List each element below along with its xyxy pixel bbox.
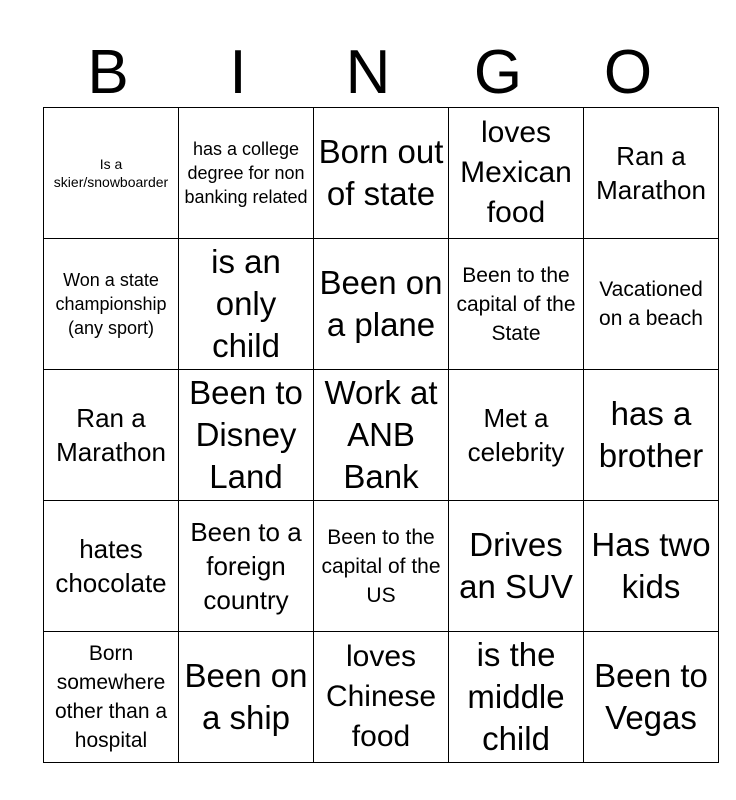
cell-text: Vacationed on a beach — [599, 278, 703, 330]
bingo-cell[interactable] — [314, 239, 449, 370]
bingo-cell[interactable] — [449, 501, 584, 632]
cell-text: Born out of state — [318, 133, 444, 212]
bingo-cell[interactable] — [179, 501, 314, 632]
bingo-cell[interactable] — [314, 501, 449, 632]
bingo-row — [44, 370, 719, 501]
cell-text: Ran a Marathon — [56, 403, 166, 467]
cell-text: has a brother — [598, 395, 704, 474]
bingo-header — [43, 40, 693, 106]
cell-text: Work at ANB Bank — [324, 374, 438, 495]
cell-text: Been to Vegas — [594, 657, 708, 736]
header-letter-n: N — [345, 38, 391, 107]
cell-text: loves Chinese food — [325, 640, 437, 753]
bingo-row — [44, 239, 719, 370]
header-letter-g: G — [473, 38, 523, 107]
bingo-cell[interactable] — [179, 239, 314, 370]
bingo-cell[interactable] — [179, 108, 314, 239]
cell-text: Won a state championship (any sport) — [55, 270, 167, 338]
bingo-cell[interactable] — [584, 239, 719, 370]
cell-text: Been on a plane — [319, 264, 443, 343]
cell-text: Ran a Marathon — [596, 141, 706, 205]
bingo-cell[interactable] — [44, 108, 179, 239]
cell-text: is an only child — [211, 243, 281, 364]
bingo-cell[interactable] — [179, 632, 314, 763]
cell-text: Been to Disney Land — [189, 374, 303, 495]
bingo-row — [44, 501, 719, 632]
cell-text: Has two kids — [591, 526, 711, 605]
cell-text: Been on a ship — [184, 657, 308, 736]
cell-text: Is a skier/snowboarder — [53, 156, 169, 190]
bingo-cell[interactable] — [584, 108, 719, 239]
cell-text: has a college degree for non banking related — [184, 139, 308, 207]
header-letter-i: I — [229, 38, 247, 107]
cell-text: loves Mexican food — [460, 116, 572, 229]
cell-text: is the middle child — [467, 636, 565, 757]
bingo-cell[interactable] — [44, 501, 179, 632]
bingo-cell[interactable] — [584, 501, 719, 632]
bingo-cell[interactable] — [314, 108, 449, 239]
bingo-cell[interactable] — [314, 632, 449, 763]
bingo-cell[interactable] — [314, 370, 449, 501]
bingo-cell[interactable] — [449, 370, 584, 501]
bingo-cell[interactable] — [584, 632, 719, 763]
cell-text: Been to the capital of the US — [321, 525, 441, 607]
bingo-cell[interactable] — [449, 108, 584, 239]
header-letter-b: B — [87, 38, 129, 107]
bingo-cell[interactable] — [44, 239, 179, 370]
bingo-row — [44, 632, 719, 763]
bingo-cell[interactable] — [584, 370, 719, 501]
bingo-cell[interactable] — [449, 239, 584, 370]
bingo-cell[interactable] — [44, 632, 179, 763]
cell-text: Drives an SUV — [459, 526, 573, 605]
bingo-cell[interactable] — [449, 632, 584, 763]
cell-text: Been to a foreign country — [190, 517, 302, 615]
header-letter-o: O — [603, 38, 653, 107]
cell-text: hates chocolate — [55, 534, 167, 598]
bingo-grid — [43, 107, 719, 763]
bingo-cell[interactable] — [179, 370, 314, 501]
bingo-cell[interactable] — [44, 370, 179, 501]
cell-text: Been to the capital of the State — [456, 263, 576, 345]
cell-text: Met a celebrity — [467, 403, 565, 467]
cell-text: Born somewhere other than a hospital — [54, 642, 168, 752]
bingo-row — [44, 108, 719, 239]
